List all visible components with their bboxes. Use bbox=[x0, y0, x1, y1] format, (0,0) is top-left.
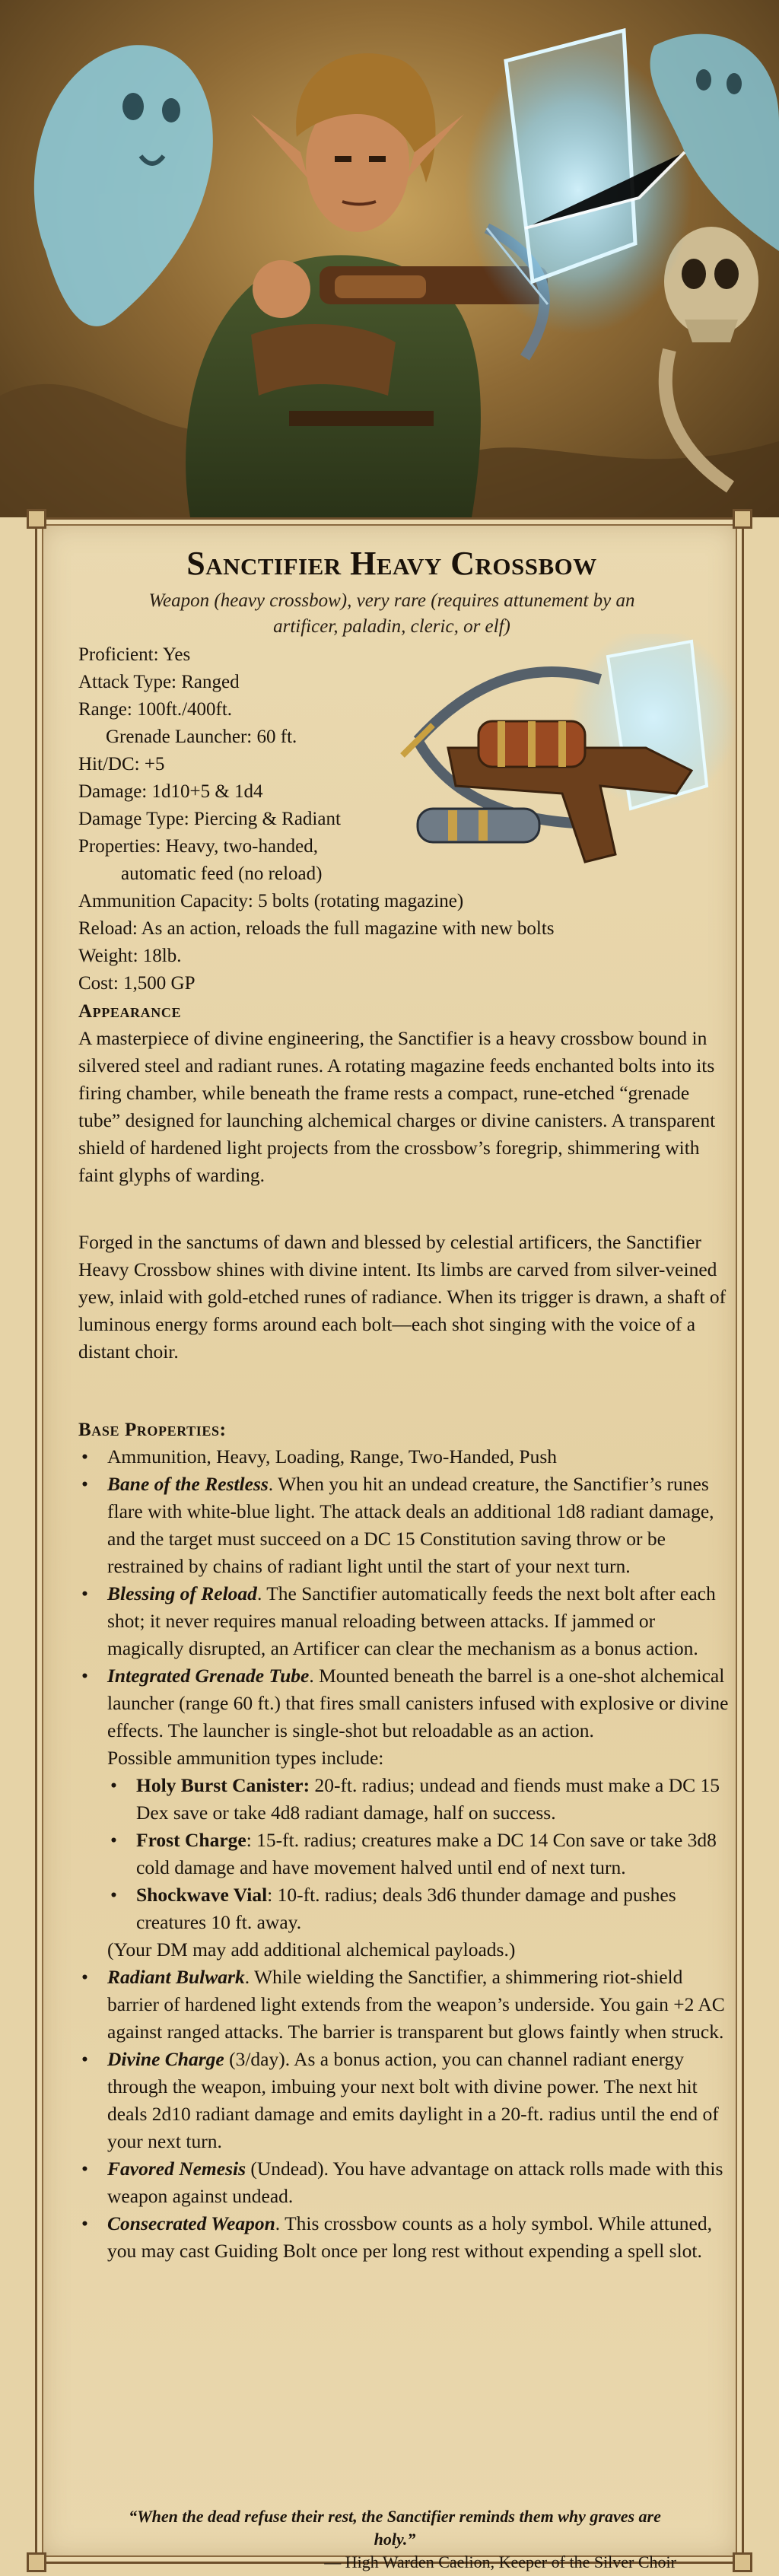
base-properties-section bbox=[78, 1417, 730, 2265]
skeleton-icon bbox=[664, 227, 758, 487]
stat-range: Range: 100ft./400ft. bbox=[78, 699, 233, 720]
stat-damage: Damage: 1d10+5 & 1d4 bbox=[78, 781, 263, 802]
corner-ornament bbox=[733, 509, 752, 529]
flavor-quote: “When the dead refuse their rest, the Sanctifier reminds them why graves are holy.” bbox=[129, 2507, 661, 2549]
base-properties-heading: Base Properties: bbox=[78, 1420, 227, 1440]
ghost-left-icon bbox=[34, 45, 213, 326]
list-item: • Ammunition, Heavy, Loading, Range, Two-Handed, Push bbox=[78, 1443, 730, 1471]
item-card bbox=[35, 517, 744, 2571]
ammo-list bbox=[107, 1772, 730, 1936]
lore-section bbox=[78, 1229, 730, 1366]
corner-ornament bbox=[27, 2552, 46, 2572]
list-item: • Frost Charge: 15-ft. radius; creatures make a DC 14 Con save or take 3d8 cold damage and have movement halved until end of next turn. bbox=[107, 1827, 730, 1881]
dm-note: (Your DM may add additional alchemical payloads.) bbox=[107, 1938, 516, 1961]
list-item: • Holy Burst Canister: 20-ft. radius; undead and fiends must make a DC 15 Dex save or take 4d8 radiant damage, half on success. bbox=[107, 1772, 730, 1827]
stat-properties: Properties: Heavy, two-handed, bbox=[78, 836, 318, 857]
stat-damage-type: Damage Type: Piercing & Radiant bbox=[78, 809, 341, 829]
stat-hit-dc: Hit/DC: +5 bbox=[78, 754, 165, 774]
hero-illustration bbox=[0, 0, 779, 517]
list-item: • Favored Nemesis (Undead). You have advantage on attack rolls made with this weapon against undead. bbox=[78, 2155, 730, 2210]
list-item: • Radiant Bulwark. While wielding the Sanctifier, a shimmering riot-shield barrier of hardened light extends from the weapon’s underside. You gain +2 AC against ranged attacks. The barrier is transparent but glows faintly when struck. bbox=[78, 1964, 730, 2046]
list-item: • Integrated Grenade Tube. Mounted beneath the barrel is a one-shot alchemical launcher (range 60 ft.) that fires small canisters infused with explosive or divine effects. The launcher is single-shot but reloadable as an action. Possible ammunition types include: • Holy Burst Canister: 20-ft. radius; undead and fiends must make a DC 15 Dex save or take 4d8 radiant damage, half on success. • Frost Charge: 15-ft. radius; creatures make a DC 14 Con save or take 3d8 cold damage and have movement halved until end of next turn. • Shockwave Vial: 10-ft. radius; deals 3d6 thunder damage and pushes creatures 10 ft. away. (Your DM may add additional alchemical payloads.) bbox=[78, 1662, 730, 1964]
appearance-heading: Appearance bbox=[78, 1001, 182, 1022]
stat-ammo-capacity: Ammunition Capacity: 5 bolts (rotating magazine) bbox=[78, 891, 464, 911]
list-item: • Consecrated Weapon. This crossbow counts as a holy symbol. While attuned, you may cast Guiding Bolt once per long rest without expending a spell slot. bbox=[78, 2210, 730, 2265]
item-subtitle: Weapon (heavy crossbow), very rare (requires attunement by an artificer, paladin, cleric, or elf) bbox=[148, 590, 635, 637]
list-item: • Divine Charge (3/day). As a bonus action, you can channel radiant energy through the weapon, imbuing your next bolt with divine power. The next hit deals 2d10 radiant damage and emits daylight in a 20-ft. radius until the end of your next turn. bbox=[78, 2046, 730, 2155]
stat-reload: Reload: As an action, reloads the full magazine with new bolts bbox=[78, 918, 555, 939]
corner-ornament bbox=[733, 2552, 752, 2572]
property-list bbox=[78, 1443, 730, 2265]
appearance-text: A masterpiece of divine engineering, the Sanctifier is a heavy crossbow bound in silvered steel and radiant runes. A rotating magazine feeds enchanted bolts into its firing chamber, while beneath the frame rests a compact, rune-etched “grenade tube” designed for launching alchemical charges or divine canisters. A transparent shield of hardened light projects from the crossbow’s foregrip, shimmering with faint glyphs of warding. bbox=[78, 1027, 716, 1186]
corner-ornament bbox=[27, 509, 46, 529]
lore-text: Forged in the sanctums of dawn and blessed by celestial artificers, the Sanctifier Heavy Crossbow shines with divine intent. Its limbs are carved from silver-veined yew, inlaid with gold-etched runes of radiance. When its trigger is drawn, a shaft of luminous energy forms around each bolt—each shot singing with the voice of a distant choir. bbox=[78, 1231, 727, 1363]
item-title: Sanctifier Heavy Crossbow bbox=[186, 545, 597, 582]
stat-proficient: Proficient: Yes bbox=[78, 644, 191, 665]
stat-grenade-range: Grenade Launcher: 60 ft. bbox=[106, 727, 297, 747]
list-item: • Blessing of Reload. The Sanctifier automatically feeds the next bolt after each shot; it never requires manual reloading between attacks. If jammed or magically disrupted, an Artificer can clear the mechanism as a bonus action. bbox=[78, 1580, 730, 1662]
stat-cost: Cost: 1,500 GP bbox=[78, 973, 196, 994]
hero-art bbox=[0, 0, 779, 517]
appearance-section bbox=[78, 999, 730, 1189]
list-item: • Bane of the Restless. When you hit an undead creature, the Sanctifier’s runes flare with white-blue light. The attack deals an additional 1d8 radiant damage, and the target must succeed on a DC 15 Constitution saving throw or be restrained by chains of radiant light until the start of your next turn. bbox=[78, 1471, 730, 1580]
ammo-intro: Possible ammunition types include: bbox=[107, 1747, 384, 1769]
stat-block bbox=[78, 641, 748, 997]
list-item: • Shockwave Vial: 10-ft. radius; deals 3d6 thunder damage and pushes creatures 10 ft. away. bbox=[107, 1881, 730, 1936]
stat-attack-type: Attack Type: Ranged bbox=[78, 672, 240, 692]
quote-attribution: — High Warden Caelion, Keeper of the Silver Choir bbox=[324, 2552, 676, 2571]
stat-weight: Weight: 18lb. bbox=[78, 946, 182, 966]
stat-properties-cont: automatic feed (no reload) bbox=[121, 863, 323, 884]
